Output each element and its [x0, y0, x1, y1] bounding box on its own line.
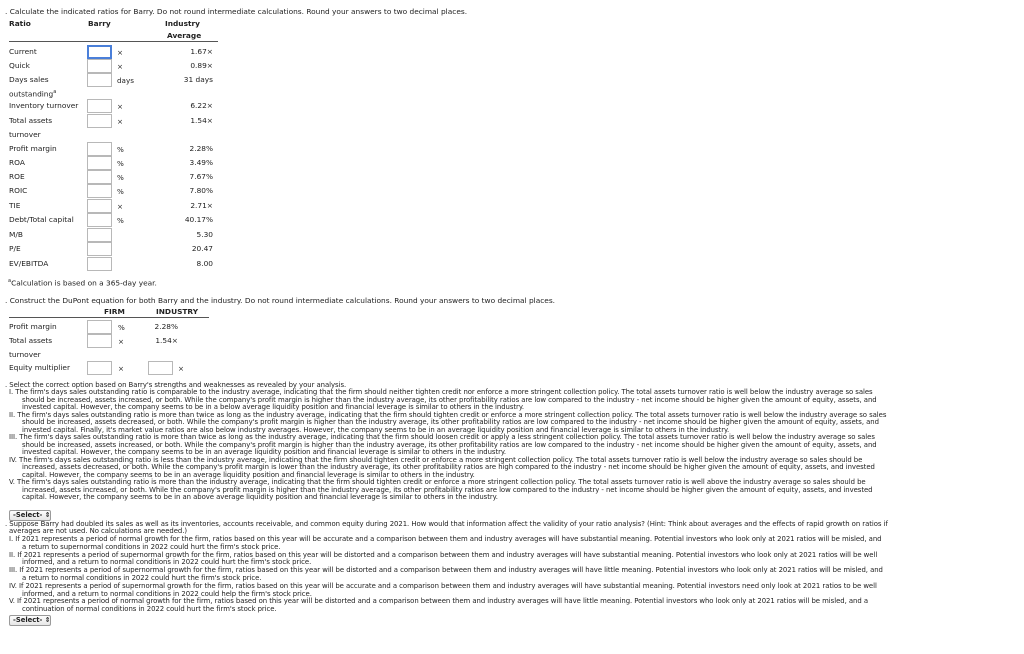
ratio-label: Profit margin	[9, 144, 57, 153]
unit-label: ×	[117, 48, 124, 57]
ratio-label: Current	[9, 47, 37, 56]
ratio-label-cont: turnover	[9, 130, 41, 139]
footnote: $^a$Calculation is based on a 365-day year.	[8, 278, 157, 288]
unit-label: %	[117, 145, 124, 154]
firm-profit-margin-input[interactable]	[87, 320, 112, 334]
q3-option-line: invested capital. However, the company seems to be in a below average liquidity position and financial leverage is similar to others in the industry.	[22, 403, 525, 411]
column-header-average: Average	[167, 31, 202, 40]
q4-prompt-line2: averages are not used. No calculations are needed.)	[9, 527, 188, 535]
ratio-label: ROE	[9, 172, 25, 181]
barry-roa-input[interactable]	[87, 156, 112, 170]
q4-option-line: V. If 2021 represents a period of normal growth for the firm, ratios based on this year will be distorted and a comparison between them and industry averages will have little meaning. Potential investors who look only at 2021 ratios will be misled, and a	[9, 597, 868, 606]
updown-arrows-icon: ⇕	[44, 511, 51, 519]
ratio-label: Quick	[9, 61, 30, 70]
ratio-label: Total assets	[9, 116, 53, 125]
unit-label: %	[117, 187, 124, 196]
q4-option-line: I. If 2021 represents a period of normal growth for the firm, ratios based on this year will be accurate and a comparison between them and industry averages will have substantial meaning. Potential investors who look only at 2021 ratios will be misled, and	[9, 535, 882, 543]
header-rule	[9, 41, 218, 42]
industry-average-value: 2.28%	[189, 144, 213, 153]
q3-option-line: increased, assets decreased, or both. While the company's profit margin is lower than the industry average, its other profitability ratios are high compared to the industry - net income should be higher given the amount of equity, assets, and invested	[22, 463, 875, 471]
firm-total-assets-input[interactable]	[87, 334, 112, 348]
column-header-firm: FIRM	[104, 307, 125, 316]
ratio-label: ROA	[9, 158, 25, 167]
unit-label: %	[117, 216, 124, 225]
ratio-label: P/E	[9, 244, 21, 253]
q3-option-line: should be increased, assets increased, or both. While the company's profit margin is higher than the industry average, its other profitability ratios are low compared to the industry - net income should be higher given the amount of equity, assets, and	[22, 440, 877, 449]
q4-option-line: informed, and a return to normal conditions in 2022 could hurt the firm's stock price.	[22, 558, 312, 567]
column-header-industry-dupont: INDUSTRY	[156, 307, 199, 316]
q3-option-line: II. The firm's days sales outstanding ratio is more than twice as long as the industry average, indicating that the firm should tighten credit or enforce a more stringent collection policy. The total assets turnover ratio is well below the industry average so sales	[9, 410, 887, 419]
q4-option-line: a return to normal conditions in 2022 could hurt the firm's stock price.	[22, 574, 262, 582]
dupont-label: Equity multiplier	[9, 363, 70, 372]
q3-option-line: should be increased, assets increased, or both. While the company's profit margin is higher than the industry average, its other profitability ratios are low compared to the industry - net income should be higher given the amount of equity, assets, and	[22, 395, 877, 404]
barry-p-e-input[interactable]	[87, 242, 112, 256]
industry-equity-multiplier-input[interactable]	[148, 361, 173, 375]
barry-m-b-input[interactable]	[87, 228, 112, 242]
q4-option-line: continuation of normal conditions in 2022 could hurt the firm's stock price.	[22, 605, 277, 614]
industry-average-value: 5.30	[196, 230, 213, 239]
industry-average-value: 1.67×	[190, 47, 213, 56]
industry-average-value: 6.22×	[190, 101, 213, 110]
ratio-label: EV/EBITDA	[9, 259, 49, 268]
column-header-ratio: Ratio	[9, 19, 31, 28]
q3-option-line: should be increased, assets decreased, or both. While the company's profit margin is higher than the industry average, its other profitability ratios are low compared to the industry - net income should be higher given the amount of equity, assets, and	[22, 418, 879, 426]
q1-instruction: . Calculate the indicated ratios for Barry. Do not round intermediate calculations. Round your answers to two decimal places.	[5, 7, 468, 16]
barry-quick-input[interactable]	[87, 59, 112, 73]
unit-label: days	[117, 76, 134, 85]
unit-label: ×	[117, 117, 124, 126]
column-header-industry: Industry	[165, 19, 200, 28]
q3-prompt: . Select the correct option based on Barry's strengths and weaknesses as revealed by your analysis.	[5, 381, 347, 389]
barry-roic-input[interactable]	[87, 184, 112, 198]
industry-average-value: 2.71×	[190, 201, 213, 210]
industry-average-value: 31 days	[183, 75, 213, 84]
dupont-header-rule	[9, 317, 209, 318]
barry-profit-margin-input[interactable]	[87, 142, 112, 156]
q3-select-label: -Select-	[13, 511, 43, 519]
q3-option-line: capital. However, the company seems to be in an average liquidity position and financial leverage is similar to others in the industry.	[22, 470, 475, 479]
unit-label: %	[117, 173, 124, 182]
barry-inventory-turnover-input[interactable]	[87, 99, 112, 113]
q4-option-line: II. If 2021 represents a period of supernormal growth for the firm, ratios based on this year will be distorted and a comparison between them and industry averages will have substantial meaning. Potential investors who look only at 2021 ratios will be well	[9, 550, 878, 559]
unit-label: ×	[117, 202, 124, 211]
q3-option-line: I. The firm's days sales outstanding ratio is comparable to the industry average, indicating that the firm should neither tighten credit nor enforce a more stringent collection policy. The total assets turnover ratio is well below the industry average so sales	[9, 388, 873, 396]
dupont-label: Profit margin	[9, 322, 57, 331]
q3-option-line: IV. The firm's days sales outstanding ratio is less than the industry average, indicating that the firm should tighten credit or enforce a more stringent collection policy. The total assets turnover ratio is well below the industry average so sales should be	[9, 455, 863, 464]
industry-average-value: 20.47	[191, 244, 213, 253]
unit-label: ×	[117, 102, 124, 111]
industry-average-value: 7.67%	[189, 172, 213, 181]
industry-average-value: 40.17%	[184, 215, 213, 224]
q3-option-line: capital. However, the company seems to be in an above average liquidity position and financial leverage is similar to others in the industry.	[22, 493, 498, 501]
q4-option-line: a return to supernormal conditions in 2022 could hurt the firm's stock price.	[22, 542, 281, 551]
q4-select-label: -Select-	[13, 616, 43, 624]
industry-average-value: 7.80%	[189, 186, 213, 195]
ratio-label: M/B	[9, 230, 23, 239]
unit-label: %	[118, 323, 125, 332]
ratio-label: TIE	[9, 201, 21, 210]
unit-label: ×	[117, 62, 124, 71]
unit-label: %	[117, 159, 124, 168]
industry-value: 1.54×	[155, 336, 178, 345]
industry-average-value: 0.89×	[190, 61, 213, 70]
barry-tie-input[interactable]	[87, 199, 112, 213]
q3-option-line: V. The firm's days sales outstanding ratio is more than the industry average, indicating that the firm should tighten credit or enforce a more stringent collection policy. The total assets turnover ratio is well above the industry average so sales should be	[9, 478, 866, 486]
barry-days-sales-input[interactable]	[87, 73, 112, 87]
dupont-label: Total assets	[9, 336, 53, 345]
q3-option-line: invested capital. Finally, it's market value ratios are also below industry averages. However, the company seems to be in an average liquidity position and financial leverage is similar to others in the industry.	[22, 425, 730, 434]
barry-debt-total-capital-input[interactable]	[87, 213, 112, 227]
barry-total-assets-input[interactable]	[87, 114, 112, 128]
q4-option-line: III. If 2021 represents a period of supernormal growth for the firm, ratios based on this year will be distorted and a comparison between them and industry averages will have little meaning. Potential investors who look only at 2021 ratios will be misled, and	[9, 566, 883, 575]
barry-current-input[interactable]	[87, 45, 112, 59]
q4-select[interactable]	[9, 615, 51, 626]
q4-option-line: informed, and a return to normal conditions in 2022 could help the firm's stock price.	[22, 589, 312, 598]
industry-average-value: 1.54×	[190, 116, 213, 125]
dupont-label-cont: turnover	[9, 350, 41, 359]
ratio-label: Inventory turnover	[9, 101, 79, 110]
barry-ev-ebitda-input[interactable]	[87, 257, 112, 271]
q4-prompt: . Suppose Barry had doubled its sales as well as its inventories, accounts receivable, and common equity during 2021. How would that information affect the validity of your ratio analysis? (Hint: Think about averages and the effects of rapid growth on ratios if	[5, 520, 888, 528]
q4-option-line: IV. If 2021 represents a period of supernormal growth for the firm, ratios based on this year will be accurate and a comparison between them and industry averages will have substantial meaning. Potential investors need only look at 2021 ratios to be well	[9, 581, 877, 590]
barry-roe-input[interactable]	[87, 170, 112, 184]
unit-label: ×	[118, 364, 125, 373]
column-header-barry: Barry	[88, 19, 111, 28]
q2-instruction: . Construct the DuPont equation for both Barry and the industry. Do not round intermediate calculations. Round your answers to two decimal places.	[5, 296, 556, 305]
unit-label: ×	[118, 337, 125, 346]
unit-label: ×	[178, 364, 185, 373]
updown-arrows-icon: ⇕	[44, 616, 51, 624]
ratio-label: Days sales	[9, 75, 49, 84]
industry-average-value: 8.00	[196, 259, 213, 268]
ratio-label: Debt/Total capital	[9, 215, 74, 224]
firm-equity-multiplier-input[interactable]	[87, 361, 112, 375]
q3-option-line: invested capital. However, the company seems to be in an average liquidity position and financial leverage is similar to others in the industry.	[22, 448, 507, 456]
industry-average-value: 3.49%	[189, 158, 213, 167]
q3-option-line: increased, assets increased, or both. While the company's profit margin is higher than the industry average, its other profitability ratios are low compared to the industry - net income should be higher given the amount of equity, assets, and invested	[22, 485, 873, 494]
q3-option-line: III. The firm's days sales outstanding ratio is more than twice as long as the industry average, indicating that the firm should loosen credit or apply a less stringent collection policy. The total assets turnover ratio is well below the industry average so sales	[9, 433, 875, 441]
ratio-label-cont: outstanding$^a$	[9, 89, 57, 99]
industry-value: 2.28%	[154, 322, 178, 331]
ratio-label: ROIC	[9, 186, 28, 195]
